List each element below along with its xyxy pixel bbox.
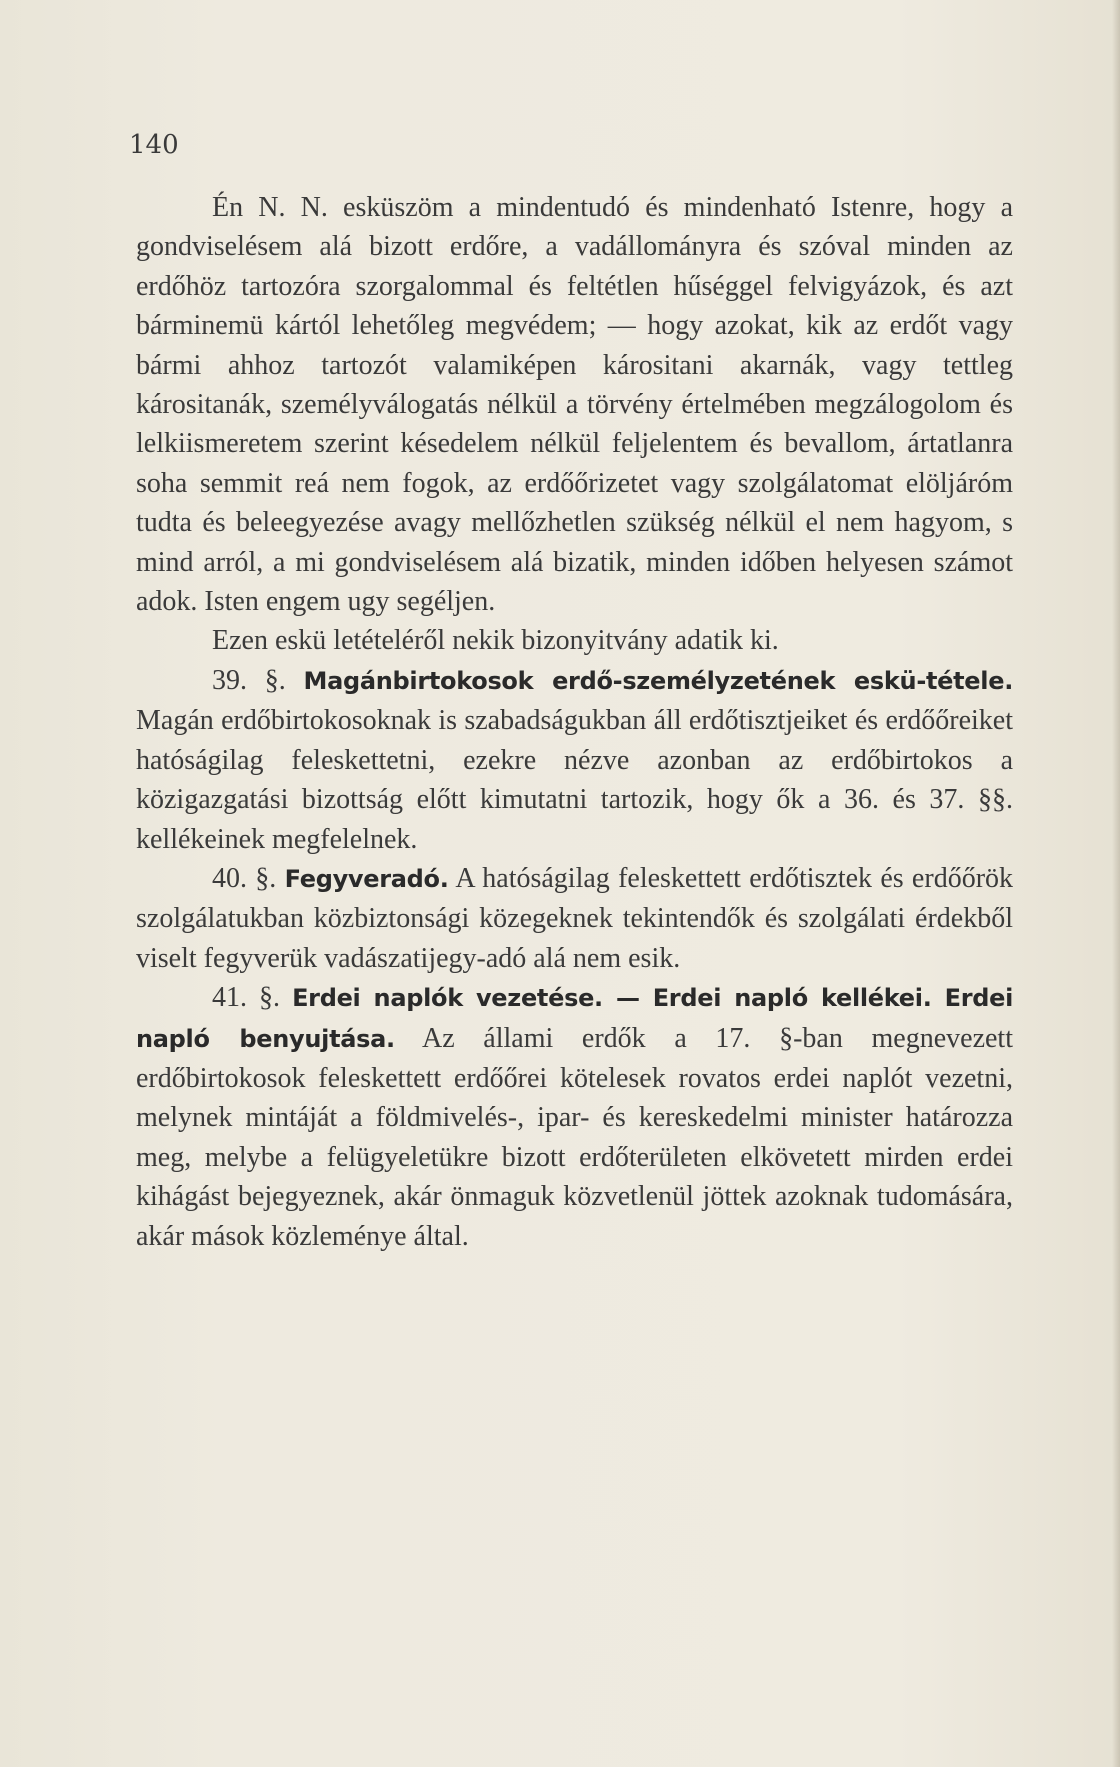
section-41-paragraph (136, 978, 1013, 1256)
section-41-number: 41. §. (212, 982, 281, 1014)
certificate-paragraph: Ezen eskü letételéről nekik bizonyitvány adatik ki. (212, 625, 779, 657)
oath-paragraph: Én N. N. esküszöm a mindentudó és mindenható Istenre, hogy a gondviselésem alá bizott erdőre, a vadállományra és szóval minden az erdőhöz tartozóra szorgalommal és feltétlen hűséggel felvigyázok, és azt bárminemü kártól lehetőleg megvédem; — hogy azokat, kik az erdőt vagy bármi ahhoz tartozót valamiképen kárositani akarnák, vagy tettleg kárositanák, személyválogatás nélkül a törvény értelmében megzálogolom és lelkiismeretem szerint késedelem nélkül feljelentem és bevallom, ártatlanra soha semmit reá nem fogok, az erdőőrizetet vagy szolgálatomat elöljáróm tudta és beleegyezése avagy mellőzhetlen szükség nélkül el nem hagyom, s mind arról, a mi gondviselésem alá bizatik, minden időben helyesen számot adok. Isten engem ugy segéljen. (136, 192, 1013, 618)
section-39-title: Magánbirtokosok erdő-személyzetének eskü-tétele. (303, 666, 1014, 695)
page-number: 140 (129, 130, 179, 160)
section-40-text: A hatóságilag feleskettett erdőtisztek és erdőőrök szolgálatukban közbiztonsági közegeknek tekintendők és szolgálati érdekből viselt fegyverük vadászatijegy-adó alá nem esik. (136, 862, 1014, 974)
section-40-number: 40. §. (212, 862, 277, 894)
page-edge-shadow (1112, 0, 1120, 1767)
section-39-text: Magán erdőbirtokosoknak is szabadságukban áll erdőtisztjeiket és erdőőreiket hatóságilag feleskettetni, ezekre nézve azonban az erdőbirtokos a közigazgatási bizottság előtt kimutatni tartozik, hogy ők a 36. és 37. §§. kellékeinek megfelelnek. (136, 705, 1013, 855)
section-40-title: Fegyveradó. (284, 864, 449, 893)
section-39-number: 39. §. (212, 664, 286, 696)
page-body (136, 188, 1013, 1256)
section-39-paragraph (136, 661, 1013, 859)
section-41-title: Erdei naplók vezetése. — Erdei napló kellékei. Erdei napló benyujtása. (136, 984, 1014, 1053)
section-41-text: Az állami erdők a 17. §-ban megnevezett erdőbirtokosok feleskettett erdőőrei kötelesek rovatos erdei naplót vezetni, melynek mintáját a földmivelés-, ipar- és kereskedelmi minister határozza meg, melybe a felügyeletükre bizott erdőterületen elkövetett mirden erdei kihágást bejegyeznek, akár önmaguk közvetlenül jöttek azoknak tudomására, akár mások közleménye által. (136, 1022, 1013, 1252)
section-40-paragraph (136, 859, 1013, 978)
